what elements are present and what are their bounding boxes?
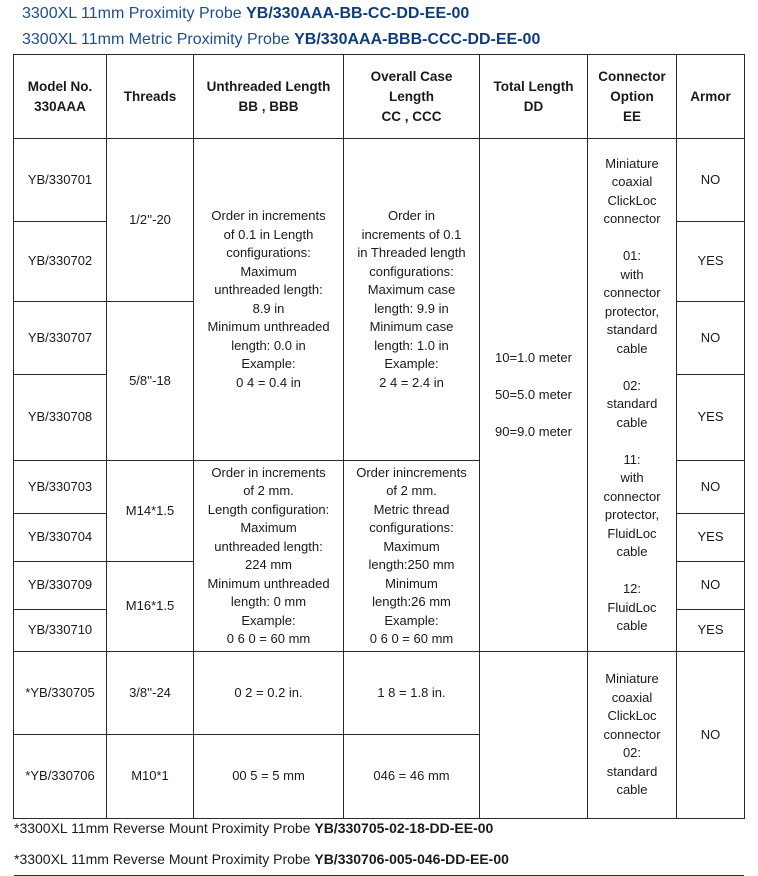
probe-spec-table [13,54,745,819]
col-header-threads: Threads [107,55,194,139]
overall-cell: 046 = 46 mm [344,735,480,819]
threads-cell: M10*1 [107,735,194,819]
armor-cell: NO [677,139,745,222]
model-cell: YB/330704 [14,514,107,562]
model-cell: YB/330703 [14,461,107,514]
col-header-connector-option: Connector Option EE [588,55,677,139]
footnote-2-code: YB/330706-005-046-DD-EE-00 [314,851,509,867]
armor-cell: NO [677,461,745,514]
model-cell: YB/330710 [14,610,107,652]
unthreaded-imperial-cell: Order in increments of 0.1 in Length configurations: Maximum unthreaded length: 8.9 in Minimum unthreaded length: 0.0 in Example: 0 4 = 0.4 in [194,139,344,461]
model-cell: *YB/330705 [14,652,107,735]
unthreaded-cell: 0 2 = 0.2 in. [194,652,344,735]
model-cell: YB/330708 [14,375,107,461]
armor-cell: NO [677,302,745,375]
title-line-2 [22,31,540,49]
footnote-1 [14,820,493,836]
overall-imperial-cell: Order in increments of 0.1 in Threaded length configurations: Maximum case length: 9.9 in Minimum case length: 1.0 in Example: 2 4 = 2.4 in [344,139,480,461]
overall-metric-cell: Order inincrements of 2 mm. Metric thread configurations: Maximum length:250 mm Minimum length:26 mm Example: 0 6 0 = 60 mm [344,461,480,652]
threads-cell: 1/2''-20 [107,139,194,302]
armor-cell: YES [677,222,745,302]
col-header-total-length: Total Length DD [480,55,588,139]
col-header-unthreaded-length: Unthreaded Length BB , BBB [194,55,344,139]
connector-main-cell: Miniature coaxial ClickLoc connector 01: with connector protector, standard cable 02: standard cable 11: with connector protector, FluidLoc cable 12: FluidLoc cable [588,139,677,652]
total-length-cell: 10=1.0 meter 50=5.0 meter 90=9.0 meter [480,139,588,652]
armor-cell: YES [677,375,745,461]
threads-cell: M16*1.5 [107,562,194,652]
col-header-armor: Armor [677,55,745,139]
footnote-1-code: YB/330705-02-18-DD-EE-00 [314,820,494,836]
title-line-2-code: YB/330AAA-BBB-CCC-DD-EE-00 [294,31,541,48]
title-line-1 [22,5,469,23]
footnote-2 [14,851,509,867]
col-header-model: Model No. 330AAA [14,55,107,139]
model-cell: YB/330709 [14,562,107,610]
model-cell: YB/330701 [14,139,107,222]
threads-cell: 5/8''-18 [107,302,194,461]
footnote-2-text: *3300XL 11mm Reverse Mount Proximity Probe [14,851,315,867]
threads-cell: M14*1.5 [107,461,194,562]
armor-cell: NO [677,652,745,819]
title-line-1-text: 3300XL 11mm Proximity Probe [22,5,247,22]
unthreaded-cell: 00 5 = 5 mm [194,735,344,819]
footnote-1-text: *3300XL 11mm Reverse Mount Proximity Probe [14,820,315,836]
unthreaded-metric-cell: Order in increments of 2 mm. Length configuration: Maximum unthreaded length: 224 mm Minimum unthreaded length: 0 mm Example: 0 6 0 = 60 mm [194,461,344,652]
col-header-overall-case-length: Overall Case Length CC , CCC [344,55,480,139]
total-length-empty-cell [480,652,588,819]
armor-cell: NO [677,562,745,610]
title-line-1-code: YB/330AAA-BB-CC-DD-EE-00 [246,5,470,22]
model-cell: *YB/330706 [14,735,107,819]
connector-reverse-cell: Miniature coaxial ClickLoc connector 02: standard cable [588,652,677,819]
model-cell: YB/330707 [14,302,107,375]
model-cell: YB/330702 [14,222,107,302]
title-line-2-text: 3300XL 11mm Metric Proximity Probe [22,31,295,48]
armor-cell: YES [677,610,745,652]
threads-cell: 3/8''-24 [107,652,194,735]
overall-cell: 1 8 = 1.8 in. [344,652,480,735]
armor-cell: YES [677,514,745,562]
